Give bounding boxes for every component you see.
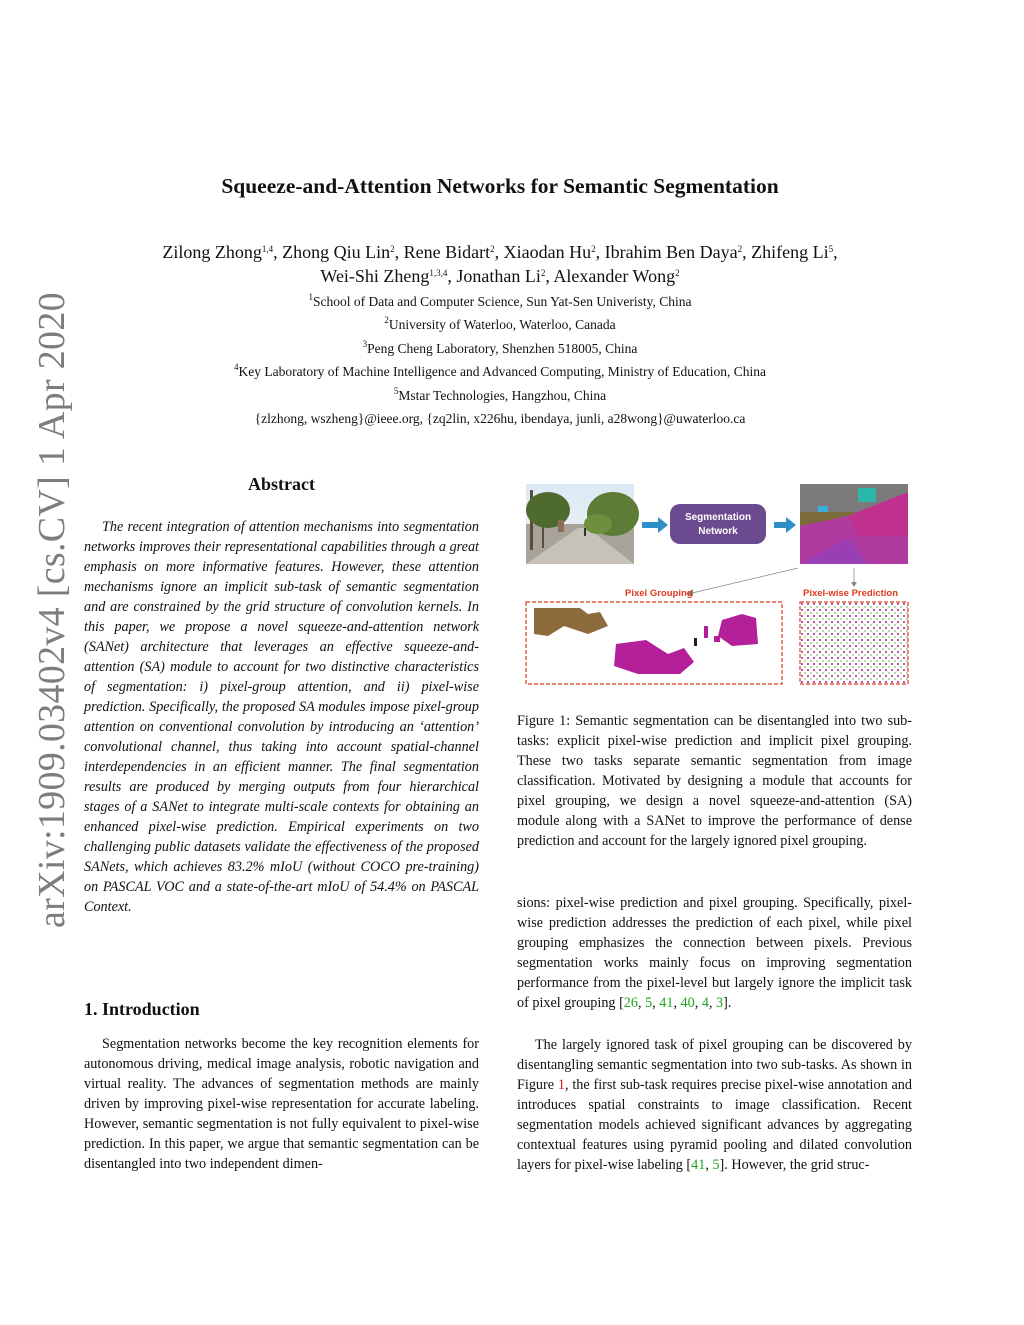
author: Alexander Wong [553,266,676,286]
pixel-grouping-label: Pixel Grouping [625,588,693,599]
arrow-right-icon [774,517,796,533]
citation-link[interactable]: 41 [691,1157,706,1173]
affiliation-list [0,290,1000,430]
pixel-grouping-panel [526,602,782,684]
introduction-heading: 1. Introduction [84,999,200,1019]
affiliation: $^2$University of Waterloo, Waterloo, Canada [384,315,616,333]
figure-1-caption: Figure 1: Semantic segmentation can be disentangled into two sub-tasks: explicit pixel-wise prediction and implicit pixel grouping. These two tasks separate semantic segmentation from image classification. Motivated by designing a module that accounts for pixel grouping, we design a novel squeeze-and-attention (SA) module along with a SANet to improve the performance of dense prediction and account for the largely ignored pixel grouping. [517,713,912,849]
author: Rene Bidart [403,242,491,262]
author-list [0,240,1000,288]
street-photo [526,484,639,564]
author-affil-sup: 1,3,4 [429,268,448,278]
segmentation-network-box [670,504,766,544]
author-affil-sup: 2 [591,244,596,254]
author-affil-sup: 2 [675,268,680,278]
author-affil-sup: 2 [737,244,743,254]
network-label-line1: Segmentation [684,512,752,523]
author: Wei-Shi Zheng [320,266,430,286]
affiliation: $^5$Mstar Technologies, Hangzhou, China [393,385,607,403]
author-line-2: Wei-Shi Zheng$^{1,3,4}$, Jonathan Li$^2$, Alexander Wong$^2$ [320,266,680,286]
author: Zhong Qiu Lin [282,242,391,262]
figure-reference-link[interactable]: 1 [557,1077,565,1093]
affiliation: $^1$School of Data and Computer Science, Sun Yat-Sen Univeristy, China [308,292,692,309]
citation-link[interactable]: 40 [680,995,695,1011]
right-column-paragraph-2: The largely ignored task of pixel grouping can be discovered by disentangling semantic segmentation into two sub-tasks. As shown in Figure 1, the first sub-task requires precise pixel-wise annotation and introduces spatial constraints to image classification. Recent segmentation models achieved significant advances by aggregating contextual features using pyramid pooling and dilated convolution layers for pixel-wise labeling [41, 5]. However, the grid struc- [517,1037,912,1173]
citation-link[interactable]: 5 [712,1157,720,1173]
author-affil-sup: 5 [828,244,834,254]
segmentation-result-image [800,484,908,564]
arxiv-identifier: arXiv:1909.03402v4 [cs.CV] 1 Apr 2020 [31,292,73,928]
citation-link[interactable]: 3 [716,995,724,1011]
figure-1 [518,476,912,694]
citation-link[interactable]: 26 [623,995,638,1011]
author-affil-sup: 1,4 [261,244,274,254]
author: Ibrahim Ben Daya [604,242,738,262]
affiliation: $^4$Key Laboratory of Machine Intelligence and Advanced Computing, Ministry of Education, China [234,362,766,380]
abstract-body: The recent integration of attention mechanisms into segmentation networks improves their representational capabilities through a great emphasis on more informative features. However, these attention mechanisms ignore an implicit sub-task of semantic segmentation and are constrained by the grid structure of convolution kernels. In this paper, we propose a novel squeeze-and-attention network (SANet) architecture that leverages an effective squeeze-and-attention (SA) module to account for two distinctive characteristics of segmentation: i) pixel-group attention, and ii) pixel-wise prediction. Specifically, the proposed SA modules impose pixel-group attention on conventional convolution by introducing an ‘attention’ convolutional channel, thus taking into account spatial-channel interdependencies in an efficient manner. The final segmentation results are produced by merging outputs from four hierarchical stages of a SANet to integrate multi-scale contexts for obtaining an enhanced pixel-wise prediction. Empirical experiments on two challenging public datasets validate the effectiveness of the proposed SANets, which achieves 83.2% mIoU (without COCO pre-training) on PASCAL VOC and a state-of-the-art mIoU of 54.4% on PASCAL Context. [84,519,479,915]
author: Zilong Zhong [162,242,262,262]
citation-link[interactable]: 4 [701,995,709,1011]
network-label-line2: Network [698,526,738,537]
author-emails: {zlzhong, wszheng}@ieee.org, {zq2lin, x226hu, ibendaya, junli, a28wong}@uwaterloo.ca [254,411,746,427]
author-affil-sup: 2 [390,244,395,254]
author-affil-sup: 2 [490,244,495,254]
author: Xiaodan Hu [503,242,592,262]
citation-link[interactable]: 5 [645,995,653,1011]
introduction-body: Segmentation networks become the key recognition elements for autonomous driving, medical image analysis, robotic navigation and virtual reality. The advances of segmentation methods are mainly driven by improving pixel-wise representation for accurate labeling. However, semantic segmentation is not fully equivalent to pixel-wise prediction. In this paper, we argue that semantic segmentation can be disentangled into two independent dimen- [84,1036,479,1172]
author: Zhifeng Li [751,242,829,262]
author: Jonathan Li [456,266,541,286]
citation-link[interactable]: 41 [659,995,674,1011]
right-column-paragraph-1: sions: pixel-wise prediction and pixel grouping. Specifically, pixel-wise prediction addresses the prediction of each pixel, while pixel grouping emphasizes the connection between pixels. Previous segmentation works mainly focus on improving segmentation performance from the pixel-level but largely ignore the implicit task of pixel grouping [26, 5, 41, 40, 4, 3]. [517,895,912,1011]
pixelwise-prediction-panel [800,602,908,684]
author-affil-sup: 2 [540,268,546,278]
affiliation: $^3$Peng Cheng Laboratory, Shenzhen 518005, China [362,338,638,356]
arrow-down-icon [851,582,857,587]
paper-title: Squeeze-and-Attention Networks for Semantic Segmentation [221,174,779,198]
pixelwise-prediction-label: Pixel-wise Prediction [803,588,899,599]
abstract-heading: Abstract [248,474,315,494]
arrow-right-icon [642,517,668,533]
author-line-1: Zilong Zhong$^{1,4}$, Zhong Qiu Lin$^2$, Rene Bidart$^2$, Xiaodan Hu$^2$, Ibrahim Ben Daya$^2$, Zhifeng Li$^5$, [162,242,838,262]
connector-line [688,568,798,594]
